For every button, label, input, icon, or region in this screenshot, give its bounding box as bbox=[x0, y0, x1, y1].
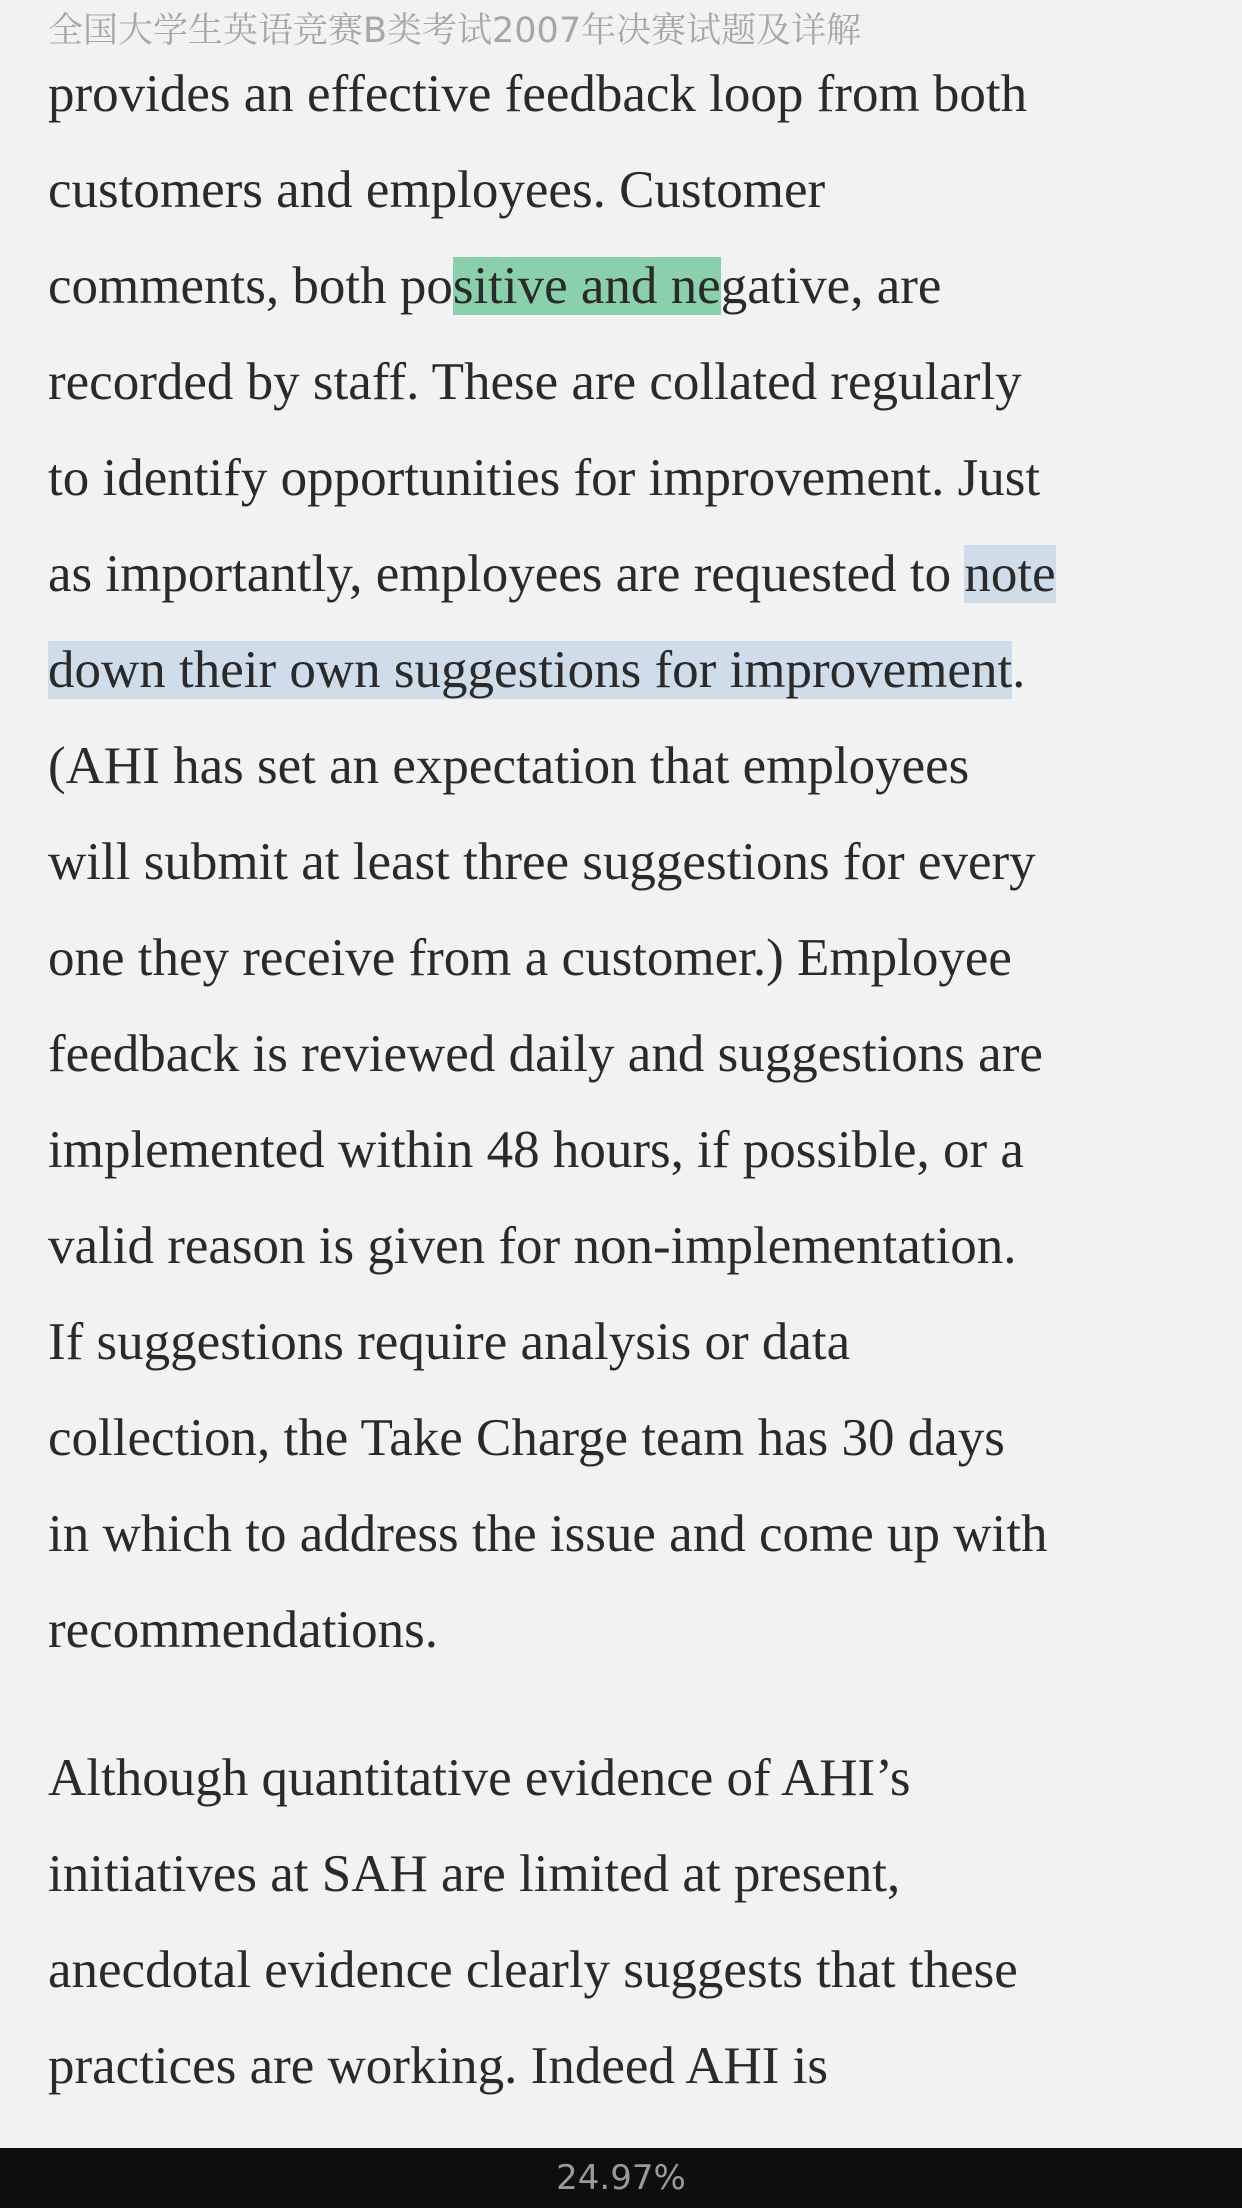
text-line: recommendations. bbox=[48, 1601, 439, 1659]
text-segment: . bbox=[1012, 641, 1026, 699]
text-line: to identify opportunities for improvement. Just bbox=[48, 449, 1041, 507]
highlight-green[interactable]: sitive and ne bbox=[452, 257, 721, 315]
text-line: one they receive from a customer.) Employee bbox=[48, 929, 1012, 987]
text-line: Although quantitative evidence of AHI’s bbox=[48, 1749, 911, 1807]
text-line bbox=[48, 622, 1212, 718]
text-line: collection, the Take Charge team has 30 days bbox=[48, 1409, 1005, 1467]
text-line: in which to address the issue and come up with bbox=[48, 1505, 1048, 1563]
text-line: provides an effective feedback loop from both bbox=[48, 65, 1028, 123]
reader-content[interactable] bbox=[48, 46, 1212, 2114]
book-title-header: 全国大学生英语竞赛B类考试2007年决赛试题及详解 bbox=[48, 11, 862, 51]
text-segment: as importantly, employees are requested to bbox=[48, 545, 965, 603]
text-line: recorded by staff. These are collated regularly bbox=[48, 353, 1022, 411]
highlight-blue[interactable]: note bbox=[964, 545, 1056, 603]
text-line: initiatives at SAH are limited at present, bbox=[48, 1845, 901, 1903]
text-segment: comments, both po bbox=[48, 257, 453, 315]
text-segment: gative, are bbox=[720, 257, 942, 315]
text-line: feedback is reviewed daily and suggestions are bbox=[48, 1025, 1043, 1083]
text-line: If suggestions require analysis or data bbox=[48, 1313, 851, 1371]
text-line: practices are working. Indeed AHI is bbox=[48, 2037, 828, 2095]
reading-progress-bar bbox=[0, 2148, 1242, 2208]
text-line bbox=[48, 526, 1212, 622]
text-line: customers and employees. Customer bbox=[48, 161, 826, 219]
text-line: will submit at least three suggestions for every bbox=[48, 833, 1036, 891]
highlight-blue[interactable]: down their own suggestions for improvement bbox=[48, 641, 1013, 699]
text-line bbox=[48, 238, 1212, 334]
paragraph bbox=[48, 46, 1212, 1678]
text-line: anecdotal evidence clearly suggests that these bbox=[48, 1941, 1018, 1999]
text-line: (AHI has set an expectation that employees bbox=[48, 737, 970, 795]
progress-percent: 24.97% bbox=[556, 2158, 686, 2198]
text-line: valid reason is given for non-implementation. bbox=[48, 1217, 1017, 1275]
text-line: implemented within 48 hours, if possible, or a bbox=[48, 1121, 1024, 1179]
paragraph bbox=[48, 1730, 1212, 2114]
